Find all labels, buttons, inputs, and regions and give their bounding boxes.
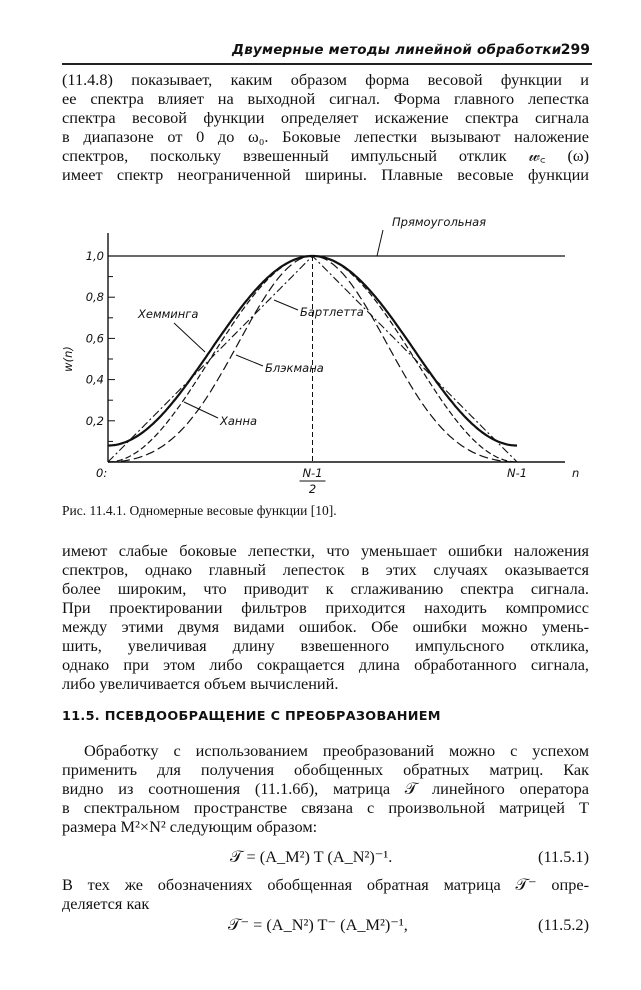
text-line: спектров, однако главный лепесток в этих случаях оказывается <box>62 560 589 579</box>
text-line: более широким, что приводит к сглаживанию спектра сигнала. <box>62 579 589 598</box>
text-line: В тех же обозначениях обобщенная обратная матрица 𝒯⁻ опре- <box>62 875 589 894</box>
text-line: (11.4.8) показывает, каким образом форма весовой функции и <box>62 70 589 89</box>
y-axis-label: w(n) <box>61 346 75 372</box>
text-line: в диапазоне от 0 до ω₀. Боковые лепестки вызывают наложение <box>62 127 589 146</box>
paragraph-3 <box>62 741 589 836</box>
text-line: шить, увеличивая длину взвешенного импульсного отклика, <box>62 636 589 655</box>
window-functions-figure <box>0 200 641 500</box>
text-line: спектра весовой функции определяет искажение спектра сигнала <box>62 108 589 127</box>
page-number: 299 <box>560 42 590 58</box>
text-line: размера M²×N² следующим образом: <box>62 817 318 836</box>
bartlett-window <box>108 256 517 462</box>
y-tick-label: 0,4 <box>85 372 104 387</box>
x-axis-label: n <box>572 466 580 480</box>
blackman-window <box>108 256 517 462</box>
running-title: Двумерные методы линейной обработки <box>232 42 562 58</box>
x-tick-label: N-1 <box>302 466 323 480</box>
leader <box>174 323 205 352</box>
equation-number: (11.5.1) <box>538 847 589 866</box>
x-tick-label: N-1 <box>507 466 528 480</box>
y-tick-label: 0,6 <box>85 331 104 346</box>
equation-11-5-1: 𝒯 = (A_M²) T (A_N²)⁻¹. <box>230 847 393 866</box>
text-line: имеют слабые боковые лепестки, что уменьшает ошибки наложения <box>62 541 589 560</box>
label-blackman: Блэкмана <box>265 361 324 375</box>
equation-number: (11.5.2) <box>538 915 589 934</box>
text-line: При проектировании фильтров приходится находить компромисс <box>62 598 589 617</box>
text-line: между этими двумя видами ошибок. Обе ошибки можно умень- <box>62 617 589 636</box>
header-rule <box>62 63 592 65</box>
leader <box>377 230 383 256</box>
paragraph-1 <box>62 70 589 184</box>
x-tick-label: 0: <box>96 466 108 480</box>
leader <box>184 402 218 418</box>
hanning-window <box>108 256 517 462</box>
leader <box>274 300 298 310</box>
text-line: применить для получения обобщенных обратных матриц. Как <box>62 760 589 779</box>
text-line: однако при этом либо сокращается длина обработанного сигнала, <box>62 655 589 674</box>
text-line: в спектральном пространстве связана с произвольной матрицей T <box>62 798 589 817</box>
text-line: видно из соотношения (11.1.6б), матрица 𝒯 линейного оператора <box>62 779 589 798</box>
x-tick-label: 2 <box>308 482 317 496</box>
figure-caption: Рис. 11.4.1. Одномерные весовые функции [10]. <box>62 503 337 518</box>
text-line: Обработку с использованием преобразований можно с успехом <box>84 741 589 760</box>
leader <box>236 355 263 366</box>
page-header <box>62 42 590 62</box>
paragraph-4 <box>62 875 589 913</box>
text-line: спектров, поскольку взвешенный импульсный отклик 𝓌꜀ (ω) <box>62 146 589 165</box>
text-line: либо увеличивается объем вычислений. <box>62 674 339 693</box>
label-bartlett: Бартлетта <box>300 305 364 319</box>
paragraph-2 <box>62 541 589 693</box>
equation-11-5-2: 𝒯⁻ = (A_N²) T⁻ (A_M²)⁻¹, <box>228 915 408 934</box>
label-hamming: Хемминга <box>138 307 199 321</box>
text-line: имеет спектр неограниченной ширины. Плавные весовые функции <box>62 165 589 184</box>
text-line: ее спектра влияет на выходной сигнал. Форма главного лепестка <box>62 89 589 108</box>
label-rectangular: Прямоугольная <box>392 215 487 229</box>
y-tick-label: 0,2 <box>85 413 104 428</box>
label-hanning: Ханна <box>220 414 258 428</box>
y-tick-label: 0,8 <box>85 290 104 305</box>
section-heading: 11.5. ПСЕВДООБРАЩЕНИЕ С ПРЕОБРАЗОВАНИЕМ <box>62 709 441 724</box>
text-line: деляется как <box>62 894 150 913</box>
y-tick-label: 1,0 <box>85 249 104 263</box>
